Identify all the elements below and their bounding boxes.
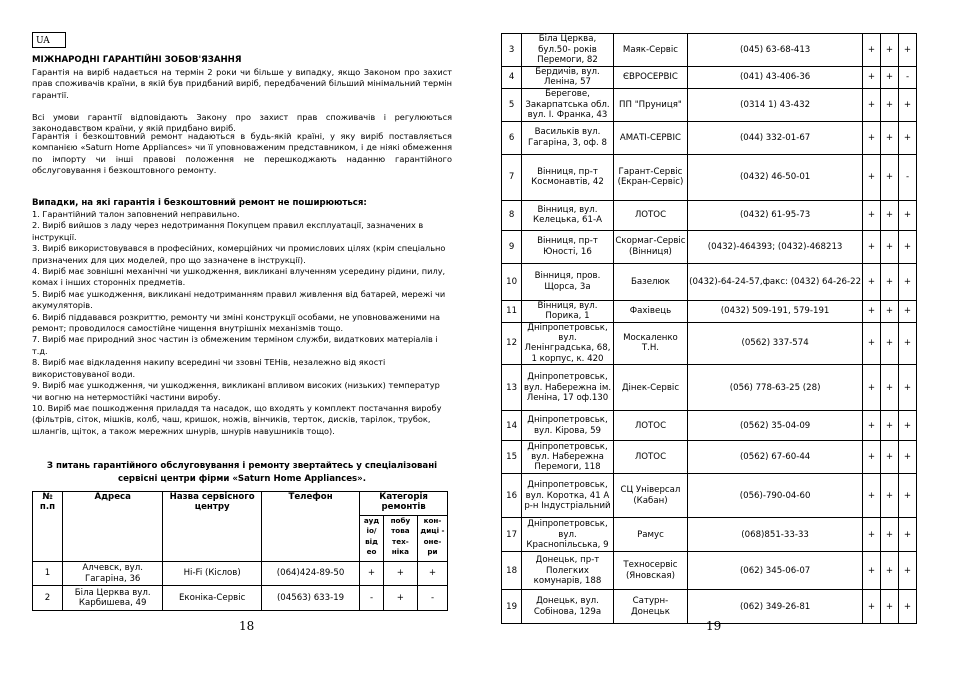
table-row [502, 300, 917, 322]
center-name-cell: Hi-Fi (Кіслов) [163, 562, 261, 586]
column-header-phone: Телефон [261, 492, 359, 562]
page-number: 19 [706, 619, 722, 633]
category-appliances-cell: + [881, 230, 899, 263]
center-name-cell: Гарант-Сервіс (Екран-Сервіс) [613, 154, 687, 200]
center-name-cell: Москаленко Т.Н. [613, 322, 687, 365]
column-header-center-name: Назва сервісного центру [163, 492, 261, 562]
service-centers-table-left [32, 491, 448, 611]
address-cell: Дніпропетровськ, вул. Набережна Перемоги, 118 [522, 441, 614, 474]
center-name-cell: Дінек-Сервіс [613, 365, 687, 411]
table-row [33, 562, 448, 586]
category-appliances-cell: + [881, 474, 899, 518]
table-row [502, 263, 917, 300]
row-number: 15 [502, 441, 522, 474]
row-number: 18 [502, 552, 522, 590]
row-number: 9 [502, 230, 522, 263]
category-audio-video-cell: + [360, 562, 384, 586]
service-centers-table-right [501, 33, 917, 624]
right-page [477, 0, 954, 675]
row-number: 1 [33, 562, 63, 586]
category-air-conditioners-cell: + [898, 365, 916, 411]
category-air-conditioners-cell: + [898, 411, 916, 441]
category-audio-video-cell: + [863, 300, 881, 322]
column-header-category: Категорія ремонтів [360, 492, 448, 516]
column-header-number: № п.п [33, 492, 63, 562]
category-air-conditioners-cell: + [898, 200, 916, 230]
phone-cell: (044) 332-01-67 [688, 121, 863, 154]
address-cell: Вінниця, пр-т Космонавтів, 42 [522, 154, 614, 200]
row-number: 7 [502, 154, 522, 200]
category-audio-video-cell: + [863, 34, 881, 67]
exclusion-item: 6. Виріб піддавався розкриттю, ремонту чи зміні конструкції особами, не уповноваженими на ремонт; проводилося самостійне чищення внутрішніх механізмів тощо. [32, 311, 440, 334]
phone-cell: (0432) 509-191, 579-191 [688, 300, 863, 322]
address-cell: Берегове, Закарпатська обл. вул. І. Франка, 43 [522, 88, 614, 121]
category-audio-video-cell: + [863, 590, 881, 624]
center-name-cell: СЦ Універсал (Кабан) [613, 474, 687, 518]
category-air-conditioners-cell: + [417, 562, 447, 586]
category-air-conditioners-cell: + [898, 121, 916, 154]
exclusion-item: 8. Виріб має відкладення накипу всередині чи ззовні ТЕНів, незалежно від якості використовуваної води. [32, 357, 386, 379]
category-appliances-cell: + [881, 300, 899, 322]
phone-cell: (041) 43-406-36 [688, 67, 863, 89]
center-name-cell: ЛОТОС [613, 200, 687, 230]
address-cell: Бердичів, вул. Леніна, 57 [522, 67, 614, 89]
address-cell: Васильків вул. Гагаріна, 3, оф. 8 [522, 121, 614, 154]
table-row [502, 88, 917, 121]
warranty-heading: МІЖНАРОДНІ ГАРАНТІЙНІ ЗОБОВ'ЯЗАННЯ [32, 55, 242, 65]
phone-cell: (0314 1) 43-432 [688, 88, 863, 121]
category-air-conditioners-cell: + [898, 88, 916, 121]
category-air-conditioners-cell: + [898, 518, 916, 552]
address-cell: Біла Церква, бул.50- років Перемоги, 82 [522, 34, 614, 67]
phone-cell: (045) 63-68-413 [688, 34, 863, 67]
row-number: 2 [33, 586, 63, 611]
category-audio-video-cell: + [863, 552, 881, 590]
address-cell: Дніпропетровськ, вул. Набережна ім. Леніна, 17 оф.130 [522, 365, 614, 411]
exclusion-item: 2. Виріб вийшов з ладу через недотримання Покупцем правил експлуатації, зазначених в інструкції. [32, 220, 424, 242]
center-name-cell: Техносервіс (Яновская) [613, 552, 687, 590]
service-centers-title: З питань гарантійного обслуговування і ремонту звертайтесь у спеціалізовані сервісні центри фірми «Saturn Home Appliances». [46, 461, 438, 484]
table-row [502, 518, 917, 552]
phone-cell: (056)-790-04-60 [688, 474, 863, 518]
address-cell: Дніпропетровськ, вул. Коротка, 41 А р-н Індустріальний [522, 474, 614, 518]
address-cell: Вінниця, пр-т Юності, 16 [522, 230, 614, 263]
category-audio-video-cell: + [863, 154, 881, 200]
row-number: 6 [502, 121, 522, 154]
center-name-cell: Рамус [613, 518, 687, 552]
category-audio-video-cell: - [360, 586, 384, 611]
category-audio-video-cell: + [863, 230, 881, 263]
table-row [502, 365, 917, 411]
center-name-cell: ПП "Пруниця" [613, 88, 687, 121]
center-name-cell: Базелюк [613, 263, 687, 300]
center-name-cell: ЛОТОС [613, 441, 687, 474]
table-row [502, 322, 917, 365]
address-cell: Дніпропетровськ, вул. Ленінградська, 68, 1 корпус, к. 420 [522, 322, 614, 365]
category-air-conditioners-cell: + [898, 230, 916, 263]
row-number: 11 [502, 300, 522, 322]
category-appliances-cell: + [881, 322, 899, 365]
phone-cell: (068)851-33-33 [688, 518, 863, 552]
center-name-cell: Скормаг-Сервіс (Вінниця) [613, 230, 687, 263]
phone-cell: (0432) 46-50-01 [688, 154, 863, 200]
category-air-conditioners-cell: - [898, 67, 916, 89]
category-appliances-cell: + [881, 411, 899, 441]
column-header-audio-video: ауд іо/ від ео [360, 516, 384, 562]
center-name-cell: АМАТІ-СЕРВІС [613, 121, 687, 154]
row-number: 3 [502, 34, 522, 67]
category-appliances-cell: + [881, 365, 899, 411]
table-row [502, 121, 917, 154]
exclusion-item: 9. Виріб має ушкодження, чи ушкодження, викликані впливом високих (низьких) температур чи вогню на нетермостійкі частини виробу. [32, 380, 440, 402]
right-table-body [502, 34, 917, 624]
phone-cell: (04563) 633-19 [261, 586, 359, 611]
exclusion-item: 7. Виріб має природний знос частин із обмеженим терміном служби, видаткових матеріалів і т.д. [32, 334, 438, 356]
exclusion-item: 3. Виріб використовувався в професійних, комерційних чи промислових цілях (крім спеціально призначених для цих моделей, про що зазначене в інструкції). [32, 243, 446, 265]
column-header-appliances: побу това тех- ніка [383, 516, 417, 562]
category-air-conditioners-cell: + [898, 322, 916, 365]
category-air-conditioners-cell: + [898, 552, 916, 590]
table-row [33, 586, 448, 611]
exclusion-item: 5. Виріб має ушкодження, викликані недотриманням правил живлення від батарей, мережі чи акумуляторів. [32, 288, 446, 311]
center-name-cell: Фахівець [613, 300, 687, 322]
column-header-address: Адреса [62, 492, 163, 562]
category-air-conditioners-cell: - [417, 586, 447, 611]
column-header-air-conditioners: кон- диці - оне- ри [417, 516, 447, 562]
category-air-conditioners-cell: + [898, 300, 916, 322]
language-badge: UA [32, 32, 66, 48]
category-air-conditioners-cell: + [898, 263, 916, 300]
category-audio-video-cell: + [863, 67, 881, 89]
row-number: 17 [502, 518, 522, 552]
center-name-cell: Еконіка-Сервіс [163, 586, 261, 611]
category-audio-video-cell: + [863, 365, 881, 411]
category-audio-video-cell: + [863, 121, 881, 154]
row-number: 19 [502, 590, 522, 624]
exclusions-heading: Випадки, на які гарантія і безкоштовний ремонт не поширюються: [32, 198, 367, 208]
category-air-conditioners-cell: + [898, 474, 916, 518]
left-table-body [33, 562, 448, 611]
table-row [502, 441, 917, 474]
phone-cell: (0562) 337-574 [688, 322, 863, 365]
table-row [502, 154, 917, 200]
row-number: 8 [502, 200, 522, 230]
category-appliances-cell: + [383, 586, 417, 611]
warranty-paragraph-law: Всі умови гарантії відповідають Закону про захист прав споживачів і регулюються законодавством країни, у якій придбано виріб. [32, 112, 452, 134]
category-audio-video-cell: + [863, 322, 881, 365]
category-appliances-cell: + [881, 263, 899, 300]
category-appliances-cell: + [881, 590, 899, 624]
phone-cell: (056) 778-63-25 (28) [688, 365, 863, 411]
phone-cell: (0432) 61-95-73 [688, 200, 863, 230]
table-row [502, 552, 917, 590]
center-name-cell: ЛОТОС [613, 411, 687, 441]
exclusion-item: 1. Гарантійний талон заповнений неправильно. [32, 209, 240, 219]
category-appliances-cell: + [881, 88, 899, 121]
category-audio-video-cell: + [863, 88, 881, 121]
row-number: 5 [502, 88, 522, 121]
category-audio-video-cell: + [863, 474, 881, 518]
category-audio-video-cell: + [863, 441, 881, 474]
category-audio-video-cell: + [863, 411, 881, 441]
category-appliances-cell: + [881, 34, 899, 67]
table-row [502, 474, 917, 518]
warranty-paragraph-countries: Гарантія і безкоштовний ремонт надаються в будь-якій країні, у яку виріб поставляється компанією «Saturn Home Appliances» чи її уповноваженим представником, і де ніякі обмеження по імпорту чи інші правові положення не перешкоджають наданню гарантійного обслуговування і безкоштовного ремонту. [32, 131, 452, 176]
phone-cell: (062) 349-26-81 [688, 590, 863, 624]
phone-cell: (0562) 67-60-44 [688, 441, 863, 474]
address-cell: Алчевск, вул. Гагаріна, 36 [62, 562, 163, 586]
category-appliances-cell: + [383, 562, 417, 586]
phone-cell: (0432)-64-24-57,факс: (0432) 64-26-22 [688, 263, 863, 300]
category-appliances-cell: + [881, 121, 899, 154]
page-number: 18 [239, 619, 255, 633]
table-row [502, 34, 917, 67]
address-cell: Дніпропетровськ, вул. Кірова, 59 [522, 411, 614, 441]
address-cell: Біла Церква вул. Карбишева, 49 [62, 586, 163, 611]
row-number: 10 [502, 263, 522, 300]
exclusion-item: 4. Виріб має зовнішні механічні чи ушкодження, викликані влученням усередину рідини, пилу, комах і інших сторонніх предметів. [32, 266, 446, 288]
address-cell: Вінниця, вул. Келецька, 61-А [522, 200, 614, 230]
row-number: 12 [502, 322, 522, 365]
exclusion-item: 10. Виріб має пошкодження приладдя та насадок, що входять у комплект постачання виробу (фільтрів, сіток, мішків, колб, чаш, кришок, ножів, вінчиків, терток, дисків, тарілок, трубок, шлангів, щіток, а також мережних шнурів, шнурів навушників тощо). [32, 402, 442, 436]
table-row [502, 230, 917, 263]
category-appliances-cell: + [881, 67, 899, 89]
row-number: 13 [502, 365, 522, 411]
exclusions-list [32, 209, 452, 437]
center-name-cell: ЄВРОСЕРВІС [613, 67, 687, 89]
category-appliances-cell: + [881, 154, 899, 200]
address-cell: Вінниця, вул. Порика, 1 [522, 300, 614, 322]
phone-cell: (064)424-89-50 [261, 562, 359, 586]
category-air-conditioners-cell: - [898, 154, 916, 200]
table-row [502, 200, 917, 230]
center-name-cell: Маяк-Сервіс [613, 34, 687, 67]
table-row [502, 411, 917, 441]
address-cell: Донецьк, вул. Собінова, 129а [522, 590, 614, 624]
address-cell: Донецьк, пр-т Полегких комунарів, 188 [522, 552, 614, 590]
row-number: 4 [502, 67, 522, 89]
category-audio-video-cell: + [863, 200, 881, 230]
table-row [502, 67, 917, 89]
category-appliances-cell: + [881, 200, 899, 230]
category-audio-video-cell: + [863, 263, 881, 300]
row-number: 14 [502, 411, 522, 441]
row-number: 16 [502, 474, 522, 518]
category-air-conditioners-cell: + [898, 441, 916, 474]
center-name-cell: Сатурн-Донецьк [613, 590, 687, 624]
category-air-conditioners-cell: + [898, 34, 916, 67]
address-cell: Дніпропетровськ, вул. Краснопільська, 9 [522, 518, 614, 552]
category-air-conditioners-cell: + [898, 590, 916, 624]
phone-cell: (0432)-464393; (0432)-468213 [688, 230, 863, 263]
category-appliances-cell: + [881, 441, 899, 474]
category-appliances-cell: + [881, 518, 899, 552]
category-audio-video-cell: + [863, 518, 881, 552]
phone-cell: (062) 345-06-07 [688, 552, 863, 590]
warranty-paragraph-term: Гарантія на виріб надається на термін 2 роки чи більше у випадку, якщо Законом про захист прав споживачів країни, в якій був придбаний виріб, передбачений більший мінімальний термін гарантії. [32, 67, 452, 100]
phone-cell: (0562) 35-04-09 [688, 411, 863, 441]
category-appliances-cell: + [881, 552, 899, 590]
address-cell: Вінниця, пров. Щорса, 3а [522, 263, 614, 300]
